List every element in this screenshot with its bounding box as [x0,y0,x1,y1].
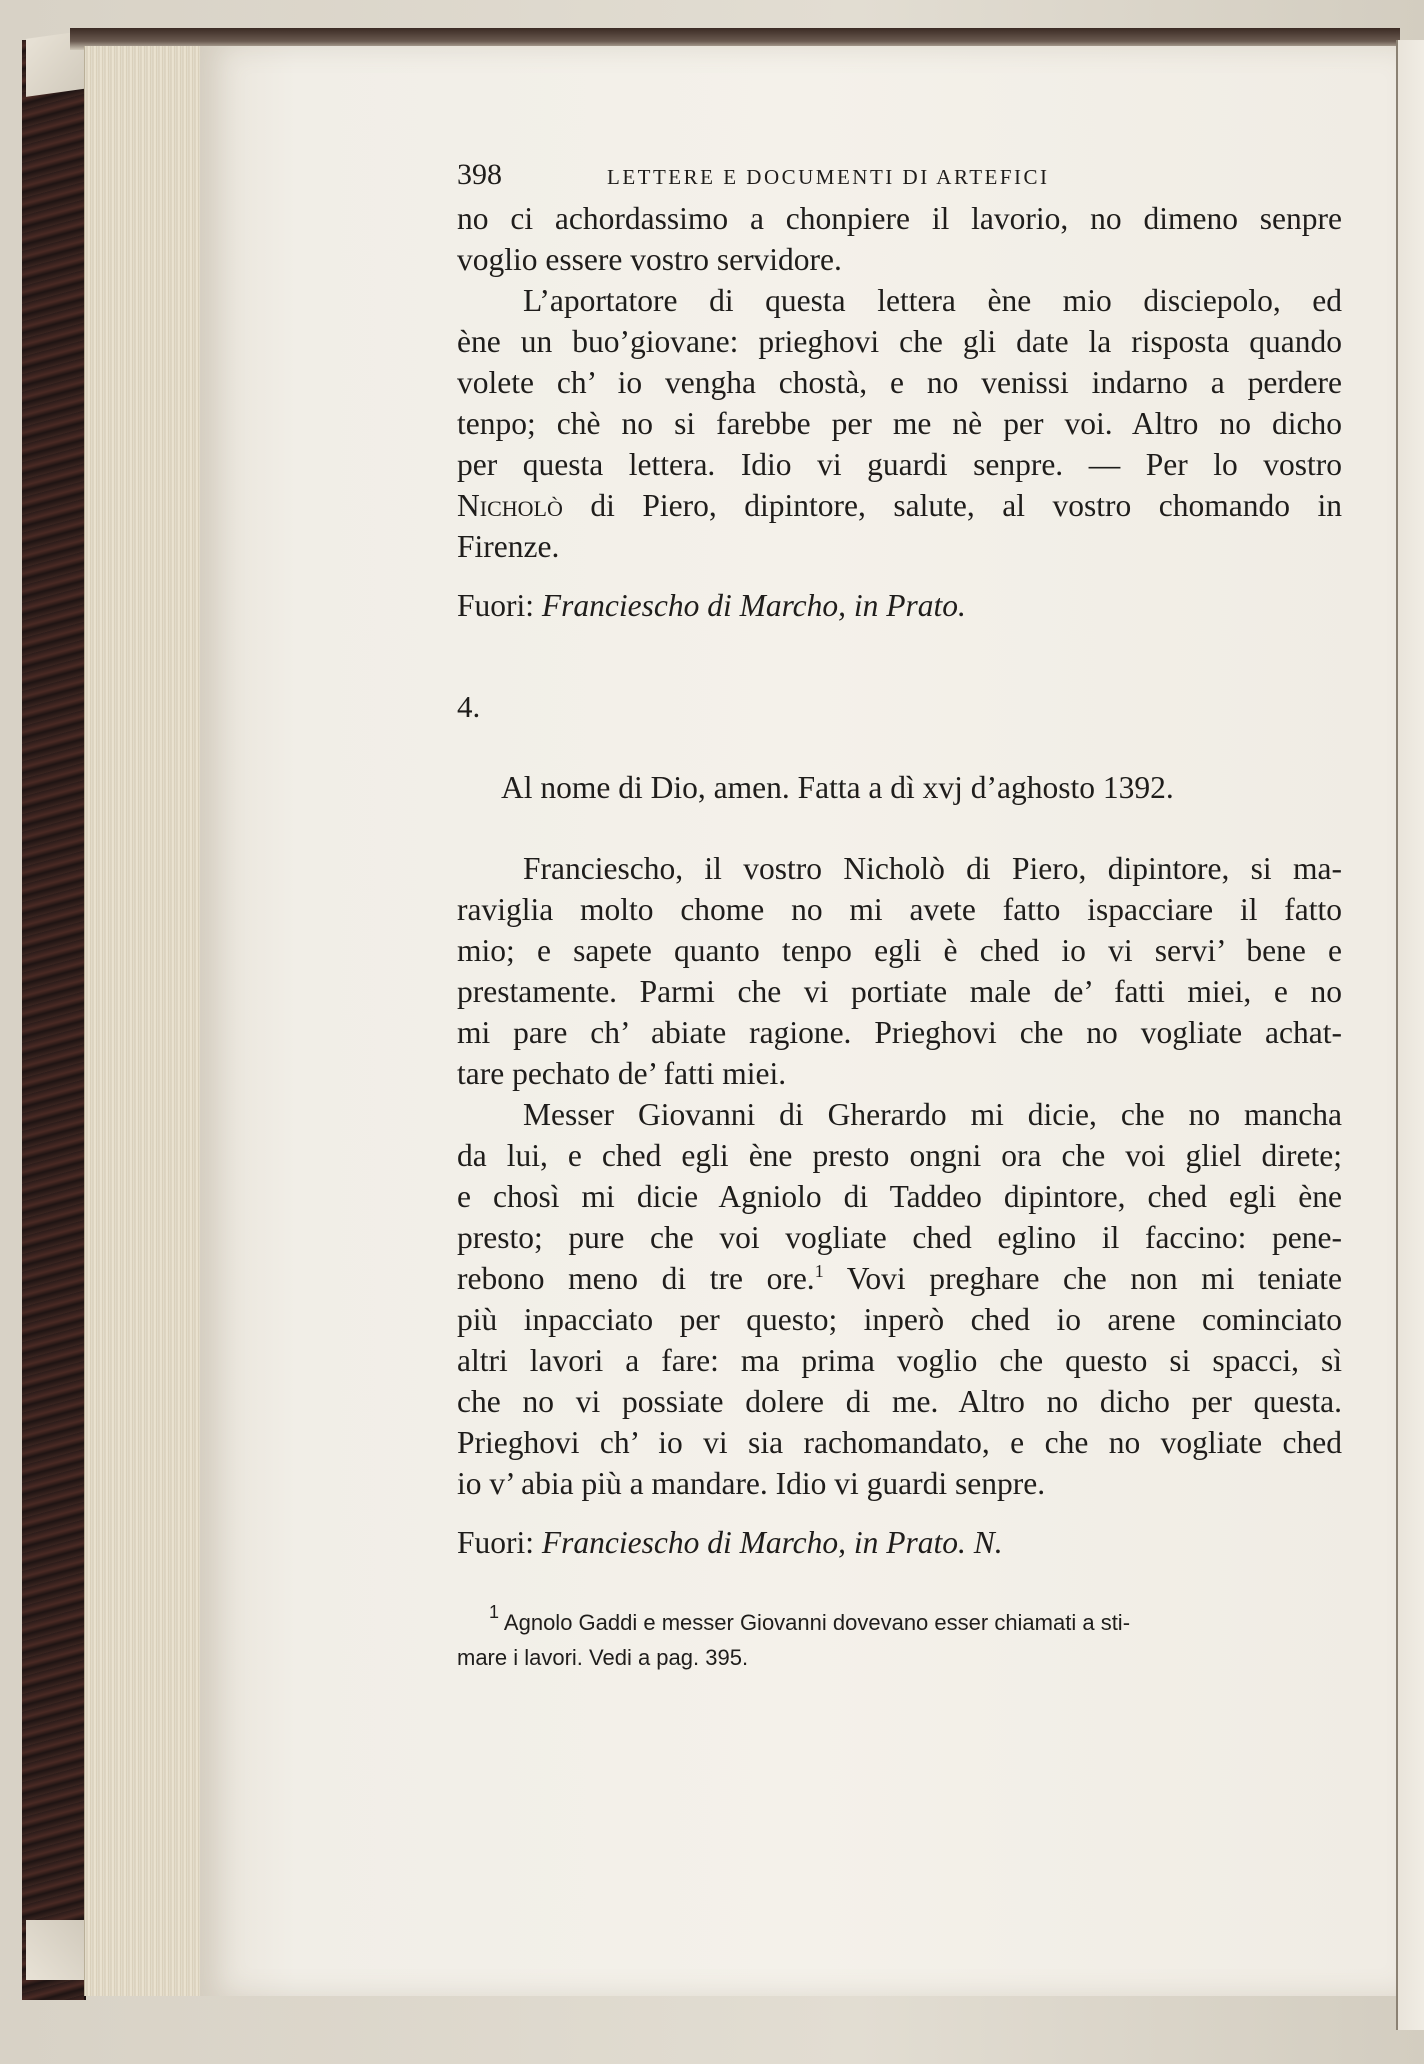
text-segment: Vovi preghare che non mi teniate [823,1261,1342,1296]
letter-3-continuation [457,198,1342,626]
text-line: io v’ abia più a mandare. Idio vi guardi senpre. [457,1466,1046,1501]
page-edges [84,46,205,1996]
text-line: mi pare ch’ abiate ragione. Prieghovi che no vogliate achat- [457,1015,1342,1050]
text-line: tenpo; chè no si farebbe per me nè per voi. Altro no dicho [457,406,1342,441]
text-line: ène un buo’giovane: prieghovi che gli date la risposta quando [457,324,1342,359]
text-line: altri lavori a fare: ma prima voglio che questo si spacci, sì [457,1343,1342,1378]
document-number: 4. [457,689,481,724]
text-line: voglio essere vostro servidore. [457,242,842,277]
facing-page-edge [1396,40,1424,2030]
text-line: che no vi possiate dolere di me. Altro no dicho per questa. [457,1384,1342,1419]
signature-place: Firenze. [457,529,560,564]
footnote-text: Agnolo Gaddi e messer Giovanni dovevano esser chiamati a sti- [503,1610,1131,1635]
text-line: L’aportatore di questa lettera ène mio disciepolo, ed [523,283,1342,318]
letter-heading: Al nome di Dio, amen. Fatta a dì xvj d’aghosto 1392. [501,770,1174,805]
page-header [457,158,1342,198]
text-line: per questa lettera. Idio vi guardi senpre. — Per lo vostro [457,447,1342,482]
footnote-reference: 1 [814,1261,824,1281]
page-number: 398 [457,158,502,191]
text-line: più inpacciato per questo; inperò ched io arene cominciato [457,1302,1342,1337]
page-content [457,158,1342,1675]
text-line: Prieghovi ch’ io vi sia rachomandato, e che no vogliate ched [457,1425,1342,1460]
text-line: no ci achordassimo a chonpiere il lavorio, no dimeno senpre [457,201,1342,236]
text-line-with-footnote [457,1258,1342,1299]
address-label: Fuori: [457,588,535,623]
text-line: da lui, e ched egli ène presto ongni ora che voi gliel direte; [457,1138,1342,1173]
text-line: mio; e sapete quanto tenpo egli è ched io vi servi’ bene e [457,933,1342,968]
address-line [457,585,1342,626]
text-line: Franciescho, il vostro Nicholò di Piero, dipintore, si ma- [523,851,1342,886]
letter-4 [457,686,1342,1563]
running-head: LETTERE E DOCUMENTI DI ARTEFICI [607,165,1050,189]
signature-name: Nicholò [457,488,563,523]
text-line: raviglia molto chome no mi avete fatto ispacciare il fatto [457,892,1342,927]
text-line: tare pechato de’ fatti miei. [457,1056,787,1091]
footnote [457,1602,1342,1675]
text-segment: rebono meno di tre ore. [457,1261,815,1296]
text-line: e chosì mi dicie Agniolo di Taddeo dipintore, ched egli ène [457,1179,1342,1214]
signature-line [457,485,1342,526]
text-line: volete ch’ io vengha chostà, e no venissi indarno a perdere [457,365,1342,400]
address-line [457,1522,1342,1563]
address-text: Franciescho di Marcho, in Prato. [541,588,966,623]
text-line: presto; pure che voi vogliate ched eglino il faccino: pene- [457,1220,1342,1255]
binding-corner-bottom [26,1920,92,1980]
text-line: Messer Giovanni di Gherardo mi dicie, che no mancha [523,1097,1342,1132]
text-line: prestamente. Parmi che vi portiate male de’ fatti miei, e no [457,974,1342,1009]
footnote-mark: 1 [489,1602,500,1622]
signature-rest: di Piero, dipintore, salute, al vostro chomando in [562,488,1342,523]
book-binding [22,40,86,2000]
address-label: Fuori: [457,1525,535,1560]
address-text: Franciescho di Marcho, in Prato. N. [541,1525,1003,1560]
footnote-line: mare i lavori. Vedi a pag. 395. [457,1645,749,1670]
footnote-line [457,1602,1342,1640]
